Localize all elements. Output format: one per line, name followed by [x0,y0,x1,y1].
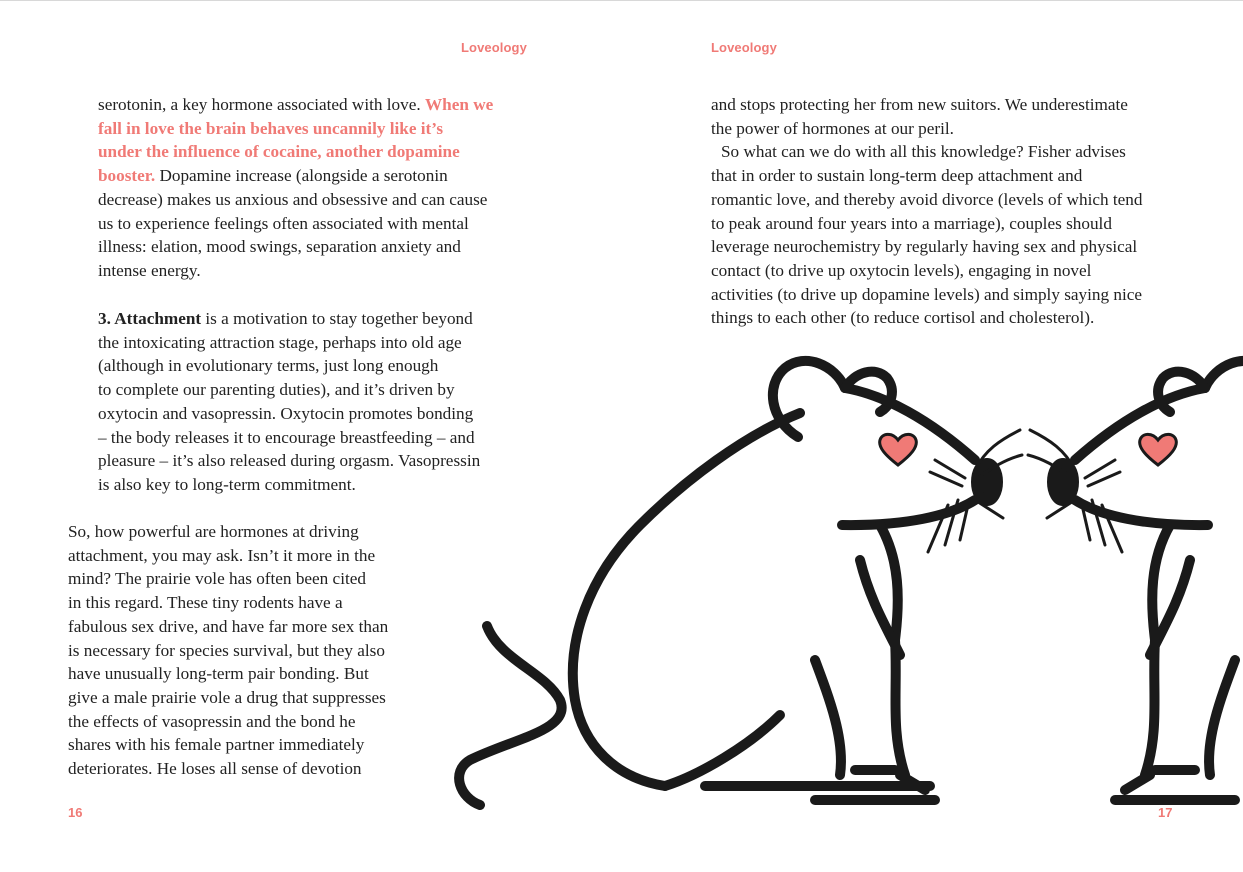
text-line: have unusually long-term pair bonding. But [68,664,369,684]
text-line: mind? The prairie vole has often been cited [68,569,366,589]
highlight-text: When we [424,95,494,114]
text-line: is necessary for species survival, but they also [68,640,385,660]
text-line: So what can we do with all this knowledge? Fisher advises [721,142,1126,162]
page-number-right: 17 [1158,805,1173,820]
text-line: decrease) makes us anxious and obsessive and can cause [98,189,488,209]
highlight-text: booster. [98,166,156,186]
para-intro [98,93,493,283]
text-line: contact (to drive up oxytocin levels), engaging in novel [711,260,1092,280]
text-line: is also key to long-term commitment. [98,474,356,494]
para-right [711,93,1142,330]
text-line: serotonin, a key hormone associated with love. [98,95,421,114]
text-line: give a male prairie vole a drug that suppresses [68,687,386,707]
text-line: Dopamine increase (alongside a serotonin [159,166,448,186]
text-line: to complete our parenting duties), and it’s driven by [98,380,455,400]
running-head-left: Loveology [461,40,527,55]
text-line: intense energy. [98,260,201,280]
text-line: leverage neurochemistry by regularly having sex and physical [711,237,1138,257]
text-line: activities (to drive up dopamine levels) and simply saying nice [711,284,1143,304]
text-line: So, how powerful are hormones at driving [68,522,359,541]
highlight-text: fall in love the brain behaves uncannily like it’s [98,118,444,138]
highlight-text: under the influence of cocaine, another dopamine [98,142,460,162]
text-line: that in order to sustain long-term deep attachment and [711,166,1083,186]
text-line: – the body releases it to encourage breastfeeding – and [98,427,475,447]
left-heart-eye-icon [880,434,917,465]
right-heart-eye-icon [1140,434,1177,465]
text-line: shares with his female partner immediately [68,735,365,755]
text-line: illness: elation, mood swings, separation anxiety and [98,237,461,257]
text-line: us to experience feelings often associated with mental [98,213,469,233]
page-number-left: 16 [68,805,83,820]
text-line: the intoxicating attraction stage, perhaps into old age [98,332,462,352]
text-line: attachment, you may ask. Isn’t it more in the [68,545,376,565]
section-heading: 3. Attachment [98,309,202,328]
text-line: fabulous sex drive, and have far more sex than [68,616,389,636]
text-line: the effects of vasopressin and the bond he [68,711,356,731]
text-line: pleasure – it’s also released during orgasm. Vasopressin [98,451,481,471]
text-line: oxytocin and vasopressin. Oxytocin promotes bonding [98,403,474,423]
text-line: is a motivation to stay together beyond [205,309,473,328]
text-line: and stops protecting her from new suitors. We underestimate [711,95,1128,114]
text-line: in this regard. These tiny rodents have a [68,593,343,613]
running-head-right: Loveology [711,40,777,55]
text-line: romantic love, and thereby avoid divorce (levels of which tend [711,189,1143,209]
text-line: the power of hormones at our peril. [711,118,954,138]
para-attachment [98,307,480,497]
text-line: to peak around four years into a marriage), couples should [711,213,1112,233]
text-line: things to each other (to reduce cortisol and cholesterol). [711,308,1095,328]
text-line: (although in evolutionary terms, just long enough [98,356,439,376]
left-mouse-icon [459,361,998,805]
right-mouse-icon [1028,361,1243,800]
text-line: deteriorates. He loses all sense of devotion [68,759,362,779]
para-vole [68,520,388,781]
